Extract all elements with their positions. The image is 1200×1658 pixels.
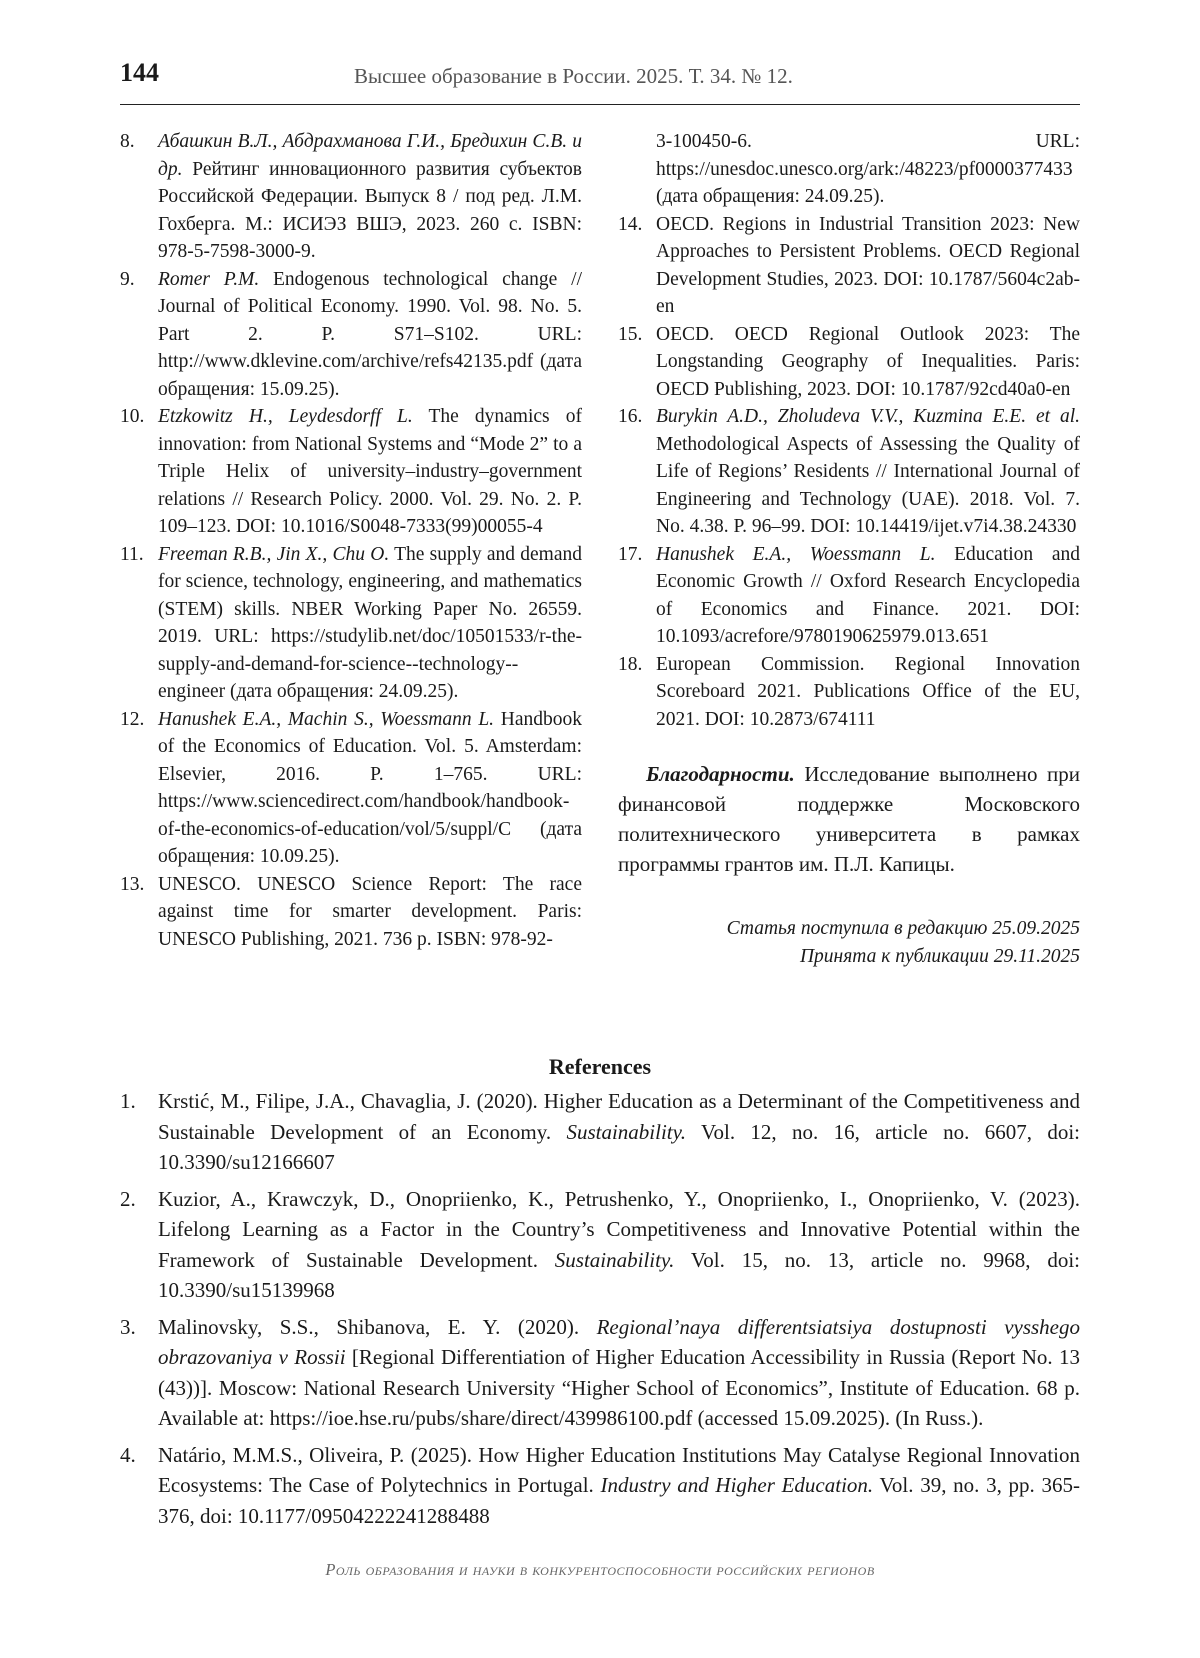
reference-item-10 — [120, 403, 582, 541]
reference-en-item-4 — [120, 1440, 1080, 1532]
reference-item-8 — [120, 128, 582, 266]
reference-list-left — [120, 128, 582, 953]
reference-authors: Hanushek E.A., Machin S., Woessmann L. — [158, 708, 495, 730]
reference-text: The supply and demand for science, technology, engineering, and mathematics (STEM) skills. NBER Working Paper No. 26559. 2019. URL: https://studylib.net/doc/10501533/r-the-supply-and-demand-for-science--technology--engineer (дата обращения: 24.09.25). — [158, 543, 582, 702]
acknowledgement-text: Исследование выполнено при финансовой поддержке Московского политехнического университета в рамках программы грантов им. П.Л. Капицы. — [618, 762, 1080, 876]
reference-number: 15. — [618, 323, 643, 345]
received-date: Статья поступила в редакцию 25.09.2025 — [726, 918, 1080, 939]
reference-text: Krstić, M., Filipe, J.A., Chavaglia, J. (2020). Higher Education as a Determinant of the Competitiveness and Sustainable Development of an Economy. — [158, 1089, 1080, 1144]
acknowledgement — [618, 759, 1080, 879]
reference-text: Malinovsky, S.S., Shibanova, E. Y. (2020). — [158, 1314, 597, 1339]
reference-details: Vol. 15, no. 13, article no. 9968, doi: 10.3390/su15139968 — [158, 1247, 1081, 1302]
reference-text: European Commission. Regional Innovation Scoreboard 2021. Publications Office of the EU, 2021. DOI: 10.2873/674111 — [656, 653, 1080, 730]
reference-number: 4. — [120, 1442, 136, 1467]
page-footer: Роль образования и науки в конкурентоспособности российских регионов — [325, 1560, 875, 1579]
reference-item-13 — [120, 871, 582, 954]
right-column — [618, 128, 1080, 971]
reference-source: Industry and Higher Education. — [600, 1473, 874, 1497]
reference-item-18 — [618, 651, 1080, 734]
reference-authors: Etzkowitz H., Leydesdorff L. — [158, 406, 413, 427]
reference-text: Handbook of the Economics of Education. Vol. 5. Amsterdam: Elsevier, 2016. P. 1–765. URL: https://www.sciencedirect.com/handbook/handbook-of-the-economics-of-education/vol/5/suppl/C (дата обращения: 10.09.25). — [158, 708, 582, 867]
reference-number: 2. — [120, 1186, 136, 1211]
reference-item-11 — [120, 541, 582, 706]
reference-list-right — [618, 211, 1080, 734]
reference-number: 12. — [120, 708, 145, 730]
reference-number: 16. — [618, 406, 643, 427]
accepted-date: Принята к публикации 29.11.2025 — [799, 946, 1080, 967]
reference-item-17 — [618, 541, 1080, 651]
reference-text: OECD. Regions in Industrial Transition 2023: New Approaches to Persistent Problems. OECD Regional Development Studies, 2023. DOI: 10.1787/5604c2ab-en — [656, 213, 1080, 317]
page-number: 144 — [120, 58, 159, 87]
running-head: Высшее образование в России. 2025. Т. 34. № 12. — [354, 64, 793, 88]
header-rule — [120, 104, 1080, 105]
reference-number: 17. — [618, 543, 643, 565]
reference-number: 11. — [120, 543, 144, 565]
references-heading: References — [548, 1054, 652, 1079]
reference-en-item-2 — [120, 1184, 1080, 1306]
reference-text: Endogenous technological change // Journal of Political Economy. 1990. Vol. 98. No. 5. Part 2. P. S71–S102. URL: http://www.dklevine.com/archive/refs42135.pdf (дата обращения: 15.09.25). — [158, 268, 582, 400]
reference-details: [Regional Differentiation of Higher Education Accessibility in Russia (Report No. 13 (43))]. Moscow: National Research University “Higher School of Economics”, Institute of Education. 68 p. Available at: https://ioe.hse.ru/pubs/share/direct/439986100.pdf (accessed 15.09.2025). (In Russ.). — [158, 1345, 1080, 1430]
reference-en-item-3 — [120, 1312, 1080, 1434]
reference-item-15 — [618, 321, 1080, 404]
reference-text: Methodological Aspects of Assessing the Quality of Life of Regions’ Residents // International Journal of Engineering and Technology (UAE). 2018. Vol. 7. No. 4.38. P. 96–99. DOI: 10.14419/ijet.v7i4.38.24330 — [656, 433, 1080, 537]
reference-number: 1. — [120, 1089, 136, 1113]
references-english-list — [120, 1086, 1080, 1537]
article-dates — [618, 915, 1080, 971]
reference-source: Regional’naya differentsiatsiya dostupnosti vysshego obrazovaniya v Rossii — [158, 1314, 1081, 1369]
left-column — [120, 128, 582, 953]
reference-authors: Freeman R.B., Jin X., Chu O. — [158, 543, 390, 565]
reference-text: OECD. OECD Regional Outlook 2023: The Longstanding Geography of Inequalities. Paris: OECD Publishing, 2023. DOI: 10.1787/92cd40a0-en — [656, 323, 1080, 400]
reference-number: 10. — [120, 406, 145, 427]
reference-continuation: 3-100450-6. URL: https://unesdoc.unesco.org/ark:/48223/pf0000377433 (дата обращения: 24.09.25). — [656, 131, 1080, 207]
reference-item-14 — [618, 211, 1080, 321]
reference-source: Sustainability. — [566, 1119, 687, 1144]
reference-text: Education and Economic Growth // Oxford Research Encyclopedia of Economics and Finance. 2021. DOI: 10.1093/acrefore/9780190625979.013.651 — [656, 543, 1080, 647]
reference-authors: Hanushek E.A., Woessmann L. — [656, 543, 936, 565]
reference-item-16 — [618, 403, 1080, 541]
reference-authors: Абашкин В.Л., Абдрахманова Г.И., Бредихин С.В. и др. — [158, 131, 582, 180]
reference-number: 14. — [618, 213, 643, 235]
reference-en-item-1 — [120, 1086, 1080, 1178]
reference-authors: Burykin A.D., Zholudeva V.V., Kuzmina E.E. et al. — [656, 406, 1080, 427]
reference-authors: Romer P.M. — [158, 268, 260, 290]
reference-text: Kuzior, A., Krawczyk, D., Onopriienko, K., Petrushenko, Y., Onopriienko, I., Onopriienko, V. (2023). Lifelong Learning as a Factor in the Country’s Competitiveness and Innovative Potential within the Framework of Sustainable Development. — [158, 1186, 1080, 1272]
reference-number: 13. — [120, 873, 145, 895]
reference-text: Рейтинг инновационного развития субъектов Российской Федерации. Выпуск 8 / под ред. Л.М. Гохберга. М.: ИСИЭЗ ВШЭ, 2023. 260 с. ISBN: 978-5-7598-3000-9. — [158, 158, 582, 262]
reference-number: 18. — [618, 653, 643, 675]
reference-text: UNESCO. UNESCO Science Report: The race against time for smarter development. Paris: UNESCO Publishing, 2021. 736 p. ISBN: 978-92- — [158, 873, 582, 950]
reference-source: Sustainability. — [554, 1247, 675, 1272]
reference-number: 3. — [120, 1314, 136, 1339]
reference-item-9 — [120, 266, 582, 404]
reference-text: Natário, M.M.S., Oliveira, P. (2025). How Higher Education Institutions May Catalyse Regional Innovation Ecosystems: The Case of Polytechnics in Portugal. — [158, 1442, 1080, 1497]
reference-item-12 — [120, 706, 582, 871]
reference-details: Vol. 12, no. 16, article no. 6607, doi: 10.3390/su12166607 — [158, 1119, 1080, 1174]
reference-details: Vol. 39, no. 3, pp. 365-376, doi: 10.1177/09504222241288488 — [158, 1473, 1080, 1528]
reference-number: 9. — [120, 268, 135, 290]
acknowledgement-label: Благодарности. — [646, 762, 795, 786]
reference-text: The dynamics of innovation: from National Systems and “Mode 2” to a Triple Helix of university–industry–government relations // Research Policy. 2000. Vol. 29. No. 2. P. 109–123. DOI: 10.1016/S0048-7333(99)00055-4 — [158, 406, 582, 537]
reference-number: 8. — [120, 131, 135, 152]
